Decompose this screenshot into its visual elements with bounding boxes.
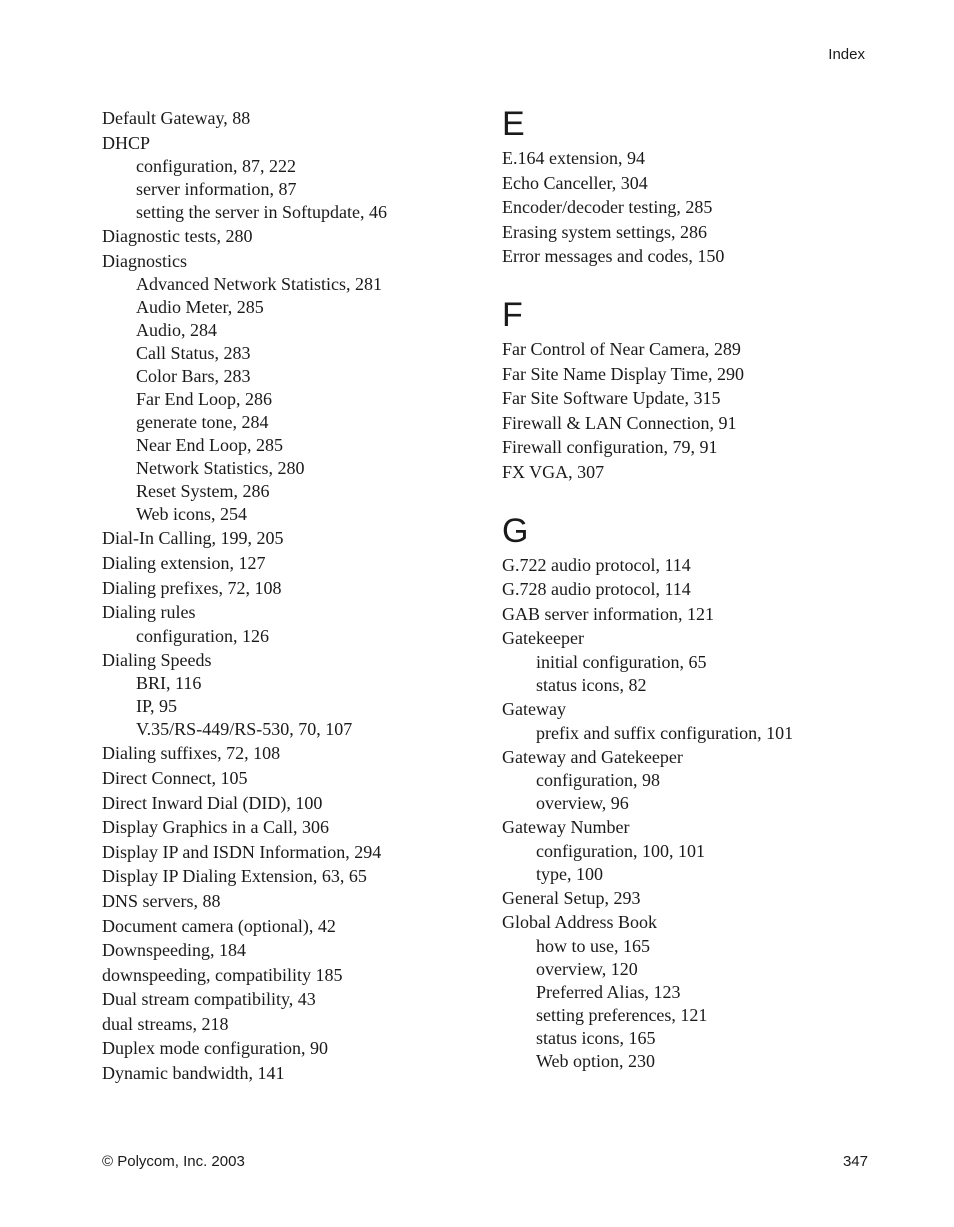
index-entry: Dialing Speeds [102, 649, 212, 670]
index-entry: Diagnostics [102, 250, 187, 271]
section-letter-heading: E [502, 105, 525, 143]
index-entry: Display IP and ISDN Information, 294 [102, 841, 382, 862]
index-entry: Dialing extension, 127 [102, 552, 266, 573]
index-entry: Far Site Software Update, 315 [502, 388, 721, 409]
index-entry: Document camera (optional), 42 [102, 915, 336, 936]
index-subentry: Near End Loop, 285 [136, 435, 283, 456]
index-entry: Firewall configuration, 79, 91 [502, 437, 718, 458]
index-subentry: Far End Loop, 286 [136, 389, 272, 410]
index-subentry: overview, 120 [536, 958, 638, 979]
section-letter-heading: F [502, 295, 523, 334]
index-entry: DHCP [102, 132, 151, 153]
index-entry: Default Gateway, 88 [102, 108, 251, 128]
index-subentry: configuration, 87, 222 [136, 156, 296, 177]
index-entry: DNS servers, 88 [102, 890, 221, 911]
footer-page-number: 347 [842, 1153, 868, 1170]
index-subentry: generate tone, 284 [136, 412, 269, 433]
index-entry: Dial-In Calling, 199, 205 [102, 528, 284, 549]
index-entry: downspeeding, compatibility 185 [102, 964, 343, 985]
index-subentry: prefix and suffix configuration, 101 [536, 722, 794, 743]
index-entry: Direct Connect, 105 [102, 767, 248, 788]
index-subentry: type, 100 [536, 863, 603, 884]
index-entry: dual streams, 218 [102, 1013, 229, 1034]
index-column-left [102, 106, 482, 1086]
index-entry: Global Address Book [502, 912, 657, 933]
index-subentry: setting the server in Softupdate, 46 [136, 202, 387, 223]
index-subentry: Preferred Alias, 123 [536, 981, 681, 1002]
index-entry: Firewall & LAN Connection, 91 [502, 412, 737, 433]
index-subentry: configuration, 126 [136, 625, 269, 646]
index-subentry: configuration, 100, 101 [536, 840, 705, 861]
index-entry: GAB server information, 121 [502, 603, 714, 624]
index-entry: Dialing prefixes, 72, 108 [102, 577, 282, 598]
index-entry: Dual stream compatibility, 43 [102, 989, 316, 1010]
index-entry: General Setup, 293 [502, 887, 641, 908]
index-entry: Far Site Name Display Time, 290 [502, 363, 744, 384]
index-entry: Diagnostic tests, 280 [102, 226, 253, 247]
index-subentry: Web icons, 254 [136, 504, 248, 525]
index-entry: Dynamic bandwidth, 141 [102, 1063, 285, 1084]
index-subentry: Color Bars, 283 [136, 366, 251, 387]
index-entry: Dialing suffixes, 72, 108 [102, 743, 281, 764]
index-entry: G.728 audio protocol, 114 [502, 579, 691, 600]
index-subentry: Advanced Network Statistics, 281 [136, 274, 382, 295]
index-entry: Direct Inward Dial (DID), 100 [102, 792, 323, 813]
index-entry: Display Graphics in a Call, 306 [102, 817, 329, 838]
index-subentry: how to use, 165 [536, 935, 650, 956]
index-entry: Echo Canceller, 304 [502, 172, 648, 193]
index-entry: Gateway [502, 698, 566, 719]
index-entry: FX VGA, 307 [502, 461, 605, 482]
index-subentry: Audio Meter, 285 [136, 297, 264, 318]
index-subentry: Reset System, 286 [136, 481, 270, 502]
index-entry: Duplex mode configuration, 90 [102, 1038, 328, 1059]
index-entry: E.164 extension, 94 [502, 148, 645, 168]
index-subentry: Call Status, 283 [136, 343, 251, 364]
index-subentry: Network Statistics, 280 [136, 458, 305, 479]
index-entry: Display IP Dialing Extension, 63, 65 [102, 866, 367, 887]
index-entry: Downspeeding, 184 [102, 940, 246, 961]
letter-section [502, 297, 882, 485]
index-subentry: status icons, 165 [536, 1027, 656, 1048]
index-subentry: overview, 96 [536, 793, 629, 814]
index-subentry: setting preferences, 121 [536, 1004, 708, 1025]
index-entry: Encoder/decoder testing, 285 [502, 197, 713, 218]
index-entry: Far Control of Near Camera, 289 [502, 338, 741, 359]
index-entry: G.722 audio protocol, 114 [502, 554, 691, 575]
letter-section [502, 513, 882, 1073]
index-entry: Erasing system settings, 286 [502, 221, 707, 242]
index-subentry: configuration, 98 [536, 770, 660, 791]
index-subentry: V.35/RS-449/RS-530, 70, 107 [136, 719, 353, 740]
index-entry: Gateway and Gatekeeper [502, 746, 683, 767]
footer-copyright: © Polycom, Inc. 2003 [102, 1153, 245, 1170]
section-letter-heading: G [502, 511, 529, 550]
index-subentry: status icons, 82 [536, 674, 647, 695]
index-subentry: BRI, 116 [136, 673, 202, 694]
index-entry: Dialing rules [102, 602, 196, 623]
index-entry: Gateway Number [502, 817, 630, 838]
index-column-right [502, 106, 882, 1073]
index-entry: Error messages and codes, 150 [502, 246, 725, 267]
index-subentry: Audio, 284 [136, 320, 217, 341]
index-subentry: server information, 87 [136, 179, 297, 200]
running-header-index: Index [828, 46, 865, 63]
index-subentry: initial configuration, 65 [536, 651, 707, 672]
index-subentry: Web option, 230 [536, 1050, 656, 1071]
index-subentry: IP, 95 [136, 696, 178, 717]
index-entry: Gatekeeper [502, 628, 584, 649]
letter-section [502, 106, 882, 269]
